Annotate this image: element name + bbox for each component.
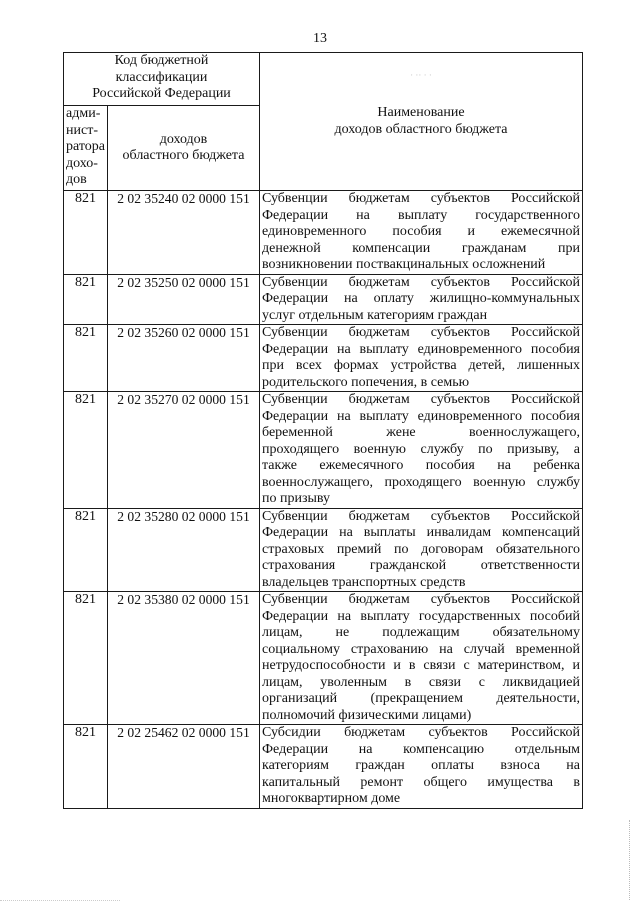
header-administrator [64, 106, 108, 191]
income-name-line: также ежемесячного пособия на ребенка [262, 458, 580, 473]
income-name-line: Федерации на выплату единовременного пособия [262, 341, 580, 357]
income-name-cell [260, 725, 583, 809]
income-name-line: лицам, уволенным в связи с ликвидацией [262, 674, 580, 690]
income-name-line: Субвенции бюджетам субъектов Российской [262, 191, 580, 206]
income-name-cell [260, 508, 583, 592]
header-budget-code-group [64, 53, 260, 106]
income-name-line: Федерации на выплату единовременного пособия [262, 408, 580, 424]
income-name-cell [260, 325, 583, 392]
income-name-line: услуг отдельным категориям граждан [262, 307, 488, 323]
income-name-line: по призыву [262, 491, 331, 506]
income-name-line: Субвенции бюджетам субъектов Российской [262, 325, 580, 340]
income-name-line: возникновении поствакцинальных осложнений [262, 257, 546, 272]
income-name-line: Субвенции бюджетам субъектов Российской [262, 592, 580, 607]
header-income-name [260, 53, 583, 191]
budget-code-cell: 2 02 35380 02 0000 151 [108, 592, 260, 725]
budget-code-cell: 2 02 35280 02 0000 151 [108, 508, 260, 592]
header-admin-line: нист- [66, 122, 98, 138]
income-name-line: Федерации на выплаты инвалидам компенсаций [262, 525, 580, 540]
budget-code-cell: 2 02 35260 02 0000 151 [108, 325, 260, 392]
header-admin-line: ратора [66, 139, 105, 154]
header-admin-line: дов [66, 172, 87, 187]
faint-scan-mark: · ·· · · [410, 70, 432, 80]
income-name-line: Федерации на оплату жилищно-коммунальных [262, 291, 580, 306]
income-name-cell [260, 392, 583, 509]
budget-classification-table [63, 52, 583, 809]
header-income-line: областного бюджета [122, 148, 245, 163]
header-regional-income [108, 106, 260, 191]
header-name-line: доходов областного бюджета [334, 121, 508, 137]
budget-code-cell: 2 02 25462 02 0000 151 [108, 725, 260, 809]
scan-edge-marks [629, 820, 632, 900]
income-name-line: Субвенции бюджетам субъектов Российской [262, 274, 580, 290]
income-name-line: страхования гражданской ответственности [262, 558, 580, 573]
table-body [64, 191, 583, 809]
header-income-line: доходов [159, 131, 208, 147]
header-admin-line: адми- [66, 106, 101, 121]
page-number: 13 [313, 31, 327, 46]
income-name-line: Субсидии бюджетам субъектов Российской [262, 725, 580, 740]
income-name-line: нетрудоспособности и в связи с материнством, и [262, 658, 580, 673]
income-name-line: страховых премий по договорам обязательного [262, 541, 580, 557]
table-row [64, 592, 583, 725]
income-name-cell [260, 592, 583, 725]
header-code-line: классификации [115, 69, 208, 85]
header-code-line: Российской Федерации [92, 86, 231, 101]
admin-code-cell: 821 [64, 592, 108, 725]
budget-code-cell: 2 02 35270 02 0000 151 [108, 392, 260, 509]
admin-code-cell: 821 [64, 392, 108, 509]
table-row [64, 325, 583, 392]
income-name-line: Субвенции бюджетам субъектов Российской [262, 508, 580, 524]
income-name-line: Федерации на выплату государственного [262, 207, 580, 223]
header-code-line: Код бюджетной [114, 53, 209, 68]
income-name-line: категориям граждан оплаты взноса на [262, 758, 580, 773]
income-name-line: владельцев транспортных средств [262, 574, 466, 590]
income-name-line: социальному страхованию на случай временной [262, 641, 580, 657]
table-row [64, 392, 583, 509]
income-name-line: полномочий физическими лицами) [262, 707, 472, 723]
income-name-line: беременной жене военнослужащего, [262, 425, 580, 440]
income-name-line: единовременного пособия и ежемесячной [262, 224, 580, 239]
income-name-line: Федерации на выплату государственных пособий [262, 608, 580, 624]
income-name-cell [260, 191, 583, 275]
income-name-line: организаций (прекращением деятельности, [262, 691, 580, 706]
table-row [64, 191, 583, 275]
income-name-cell [260, 274, 583, 325]
scan-bottom-mark [0, 900, 120, 901]
income-name-line: капитальный ремонт общего имущества в [262, 774, 580, 790]
table-row [64, 508, 583, 592]
income-name-line: многоквартирном доме [262, 791, 401, 806]
income-name-line: при всех формах устройства детей, лишенных [262, 358, 580, 373]
admin-code-cell: 821 [64, 725, 108, 809]
header-admin-line: дохо- [66, 155, 98, 171]
income-name-line: денежной компенсации гражданам при [262, 240, 580, 256]
budget-code-cell: 2 02 35250 02 0000 151 [108, 274, 260, 325]
table-row [64, 274, 583, 325]
income-name-line: проходящего военную службу по призыву, а [262, 441, 580, 457]
income-name-line: Субвенции бюджетам субъектов Российской [262, 392, 580, 407]
header-row-top [64, 53, 583, 106]
income-name-line: Федерации на компенсацию отдельным [262, 741, 580, 757]
table-row [64, 725, 583, 809]
admin-code-cell: 821 [64, 325, 108, 392]
admin-code-cell: 821 [64, 508, 108, 592]
income-name-line: военнослужащего, проходящего военную службу [262, 474, 580, 490]
income-name-line: родительского попечения, в семью [262, 374, 470, 390]
admin-code-cell: 821 [64, 274, 108, 325]
income-name-line: лицам, не подлежащим обязательному [262, 625, 580, 640]
budget-code-cell: 2 02 35240 02 0000 151 [108, 191, 260, 275]
admin-code-cell: 821 [64, 191, 108, 275]
header-name-line: Наименование [377, 105, 465, 120]
